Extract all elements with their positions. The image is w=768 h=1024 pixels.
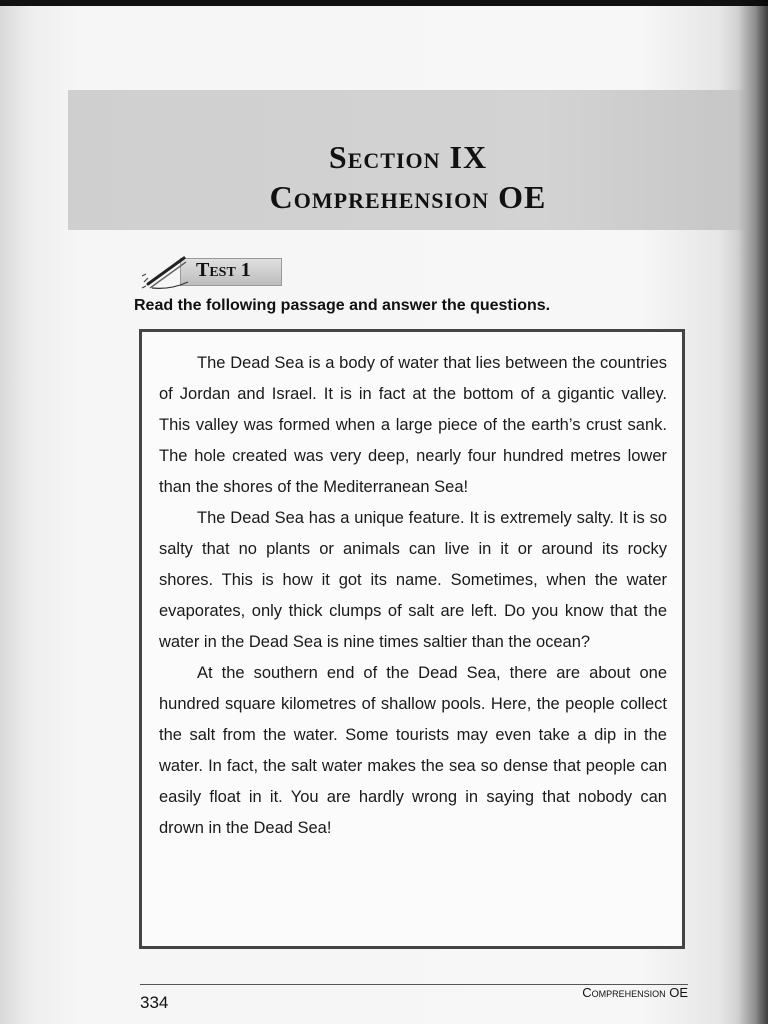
section-subtitle: Comprehension OE [269, 179, 547, 215]
passage-paragraph-1: The Dead Sea is a body of water that lies between the countries of Jordan and Israel. It is in fact at the bottom of a gigantic valley. This valley was formed when a large piece of the earth’s crust sank. The hole created was very deep, nearly four hundred metres lower than the shores of the Mediterranean Sea! [159, 354, 667, 496]
passage-paragraph-2: The Dead Sea has a unique feature. It is extremely salty. It is so salty that no plants or animals can live in it or around its rocky shores. This is how it got its name. Sometimes, when the water evaporates, only thick clumps of salt are left. Do you know that the water in the Dead Sea is nine times saltier than the ocean? [159, 509, 667, 651]
passage-box [139, 329, 685, 949]
test-badge [140, 252, 282, 286]
page-gutter-shadow [738, 0, 768, 1024]
running-footer-title: Comprehension OE [582, 985, 688, 1000]
test-label: Test 1 [196, 259, 251, 281]
instruction-text: Read the following passage and answer the questions. [134, 297, 551, 314]
book-page [0, 6, 768, 1024]
pencil-icon [140, 252, 200, 292]
passage-text [159, 348, 667, 844]
passage-paragraph-3: At the southern end of the Dead Sea, there are about one hundred square kilometres of shallow pools. Here, the people collect the salt from the water. Some tourists may even take a dip in the water. In fact, the salt water makes the sea so dense that people can easily float in it. You are hardly wrong in saying that nobody can drown in the Dead Sea! [159, 664, 667, 837]
section-title: Section IX [328, 139, 488, 175]
page-number: 334 [140, 993, 169, 1012]
